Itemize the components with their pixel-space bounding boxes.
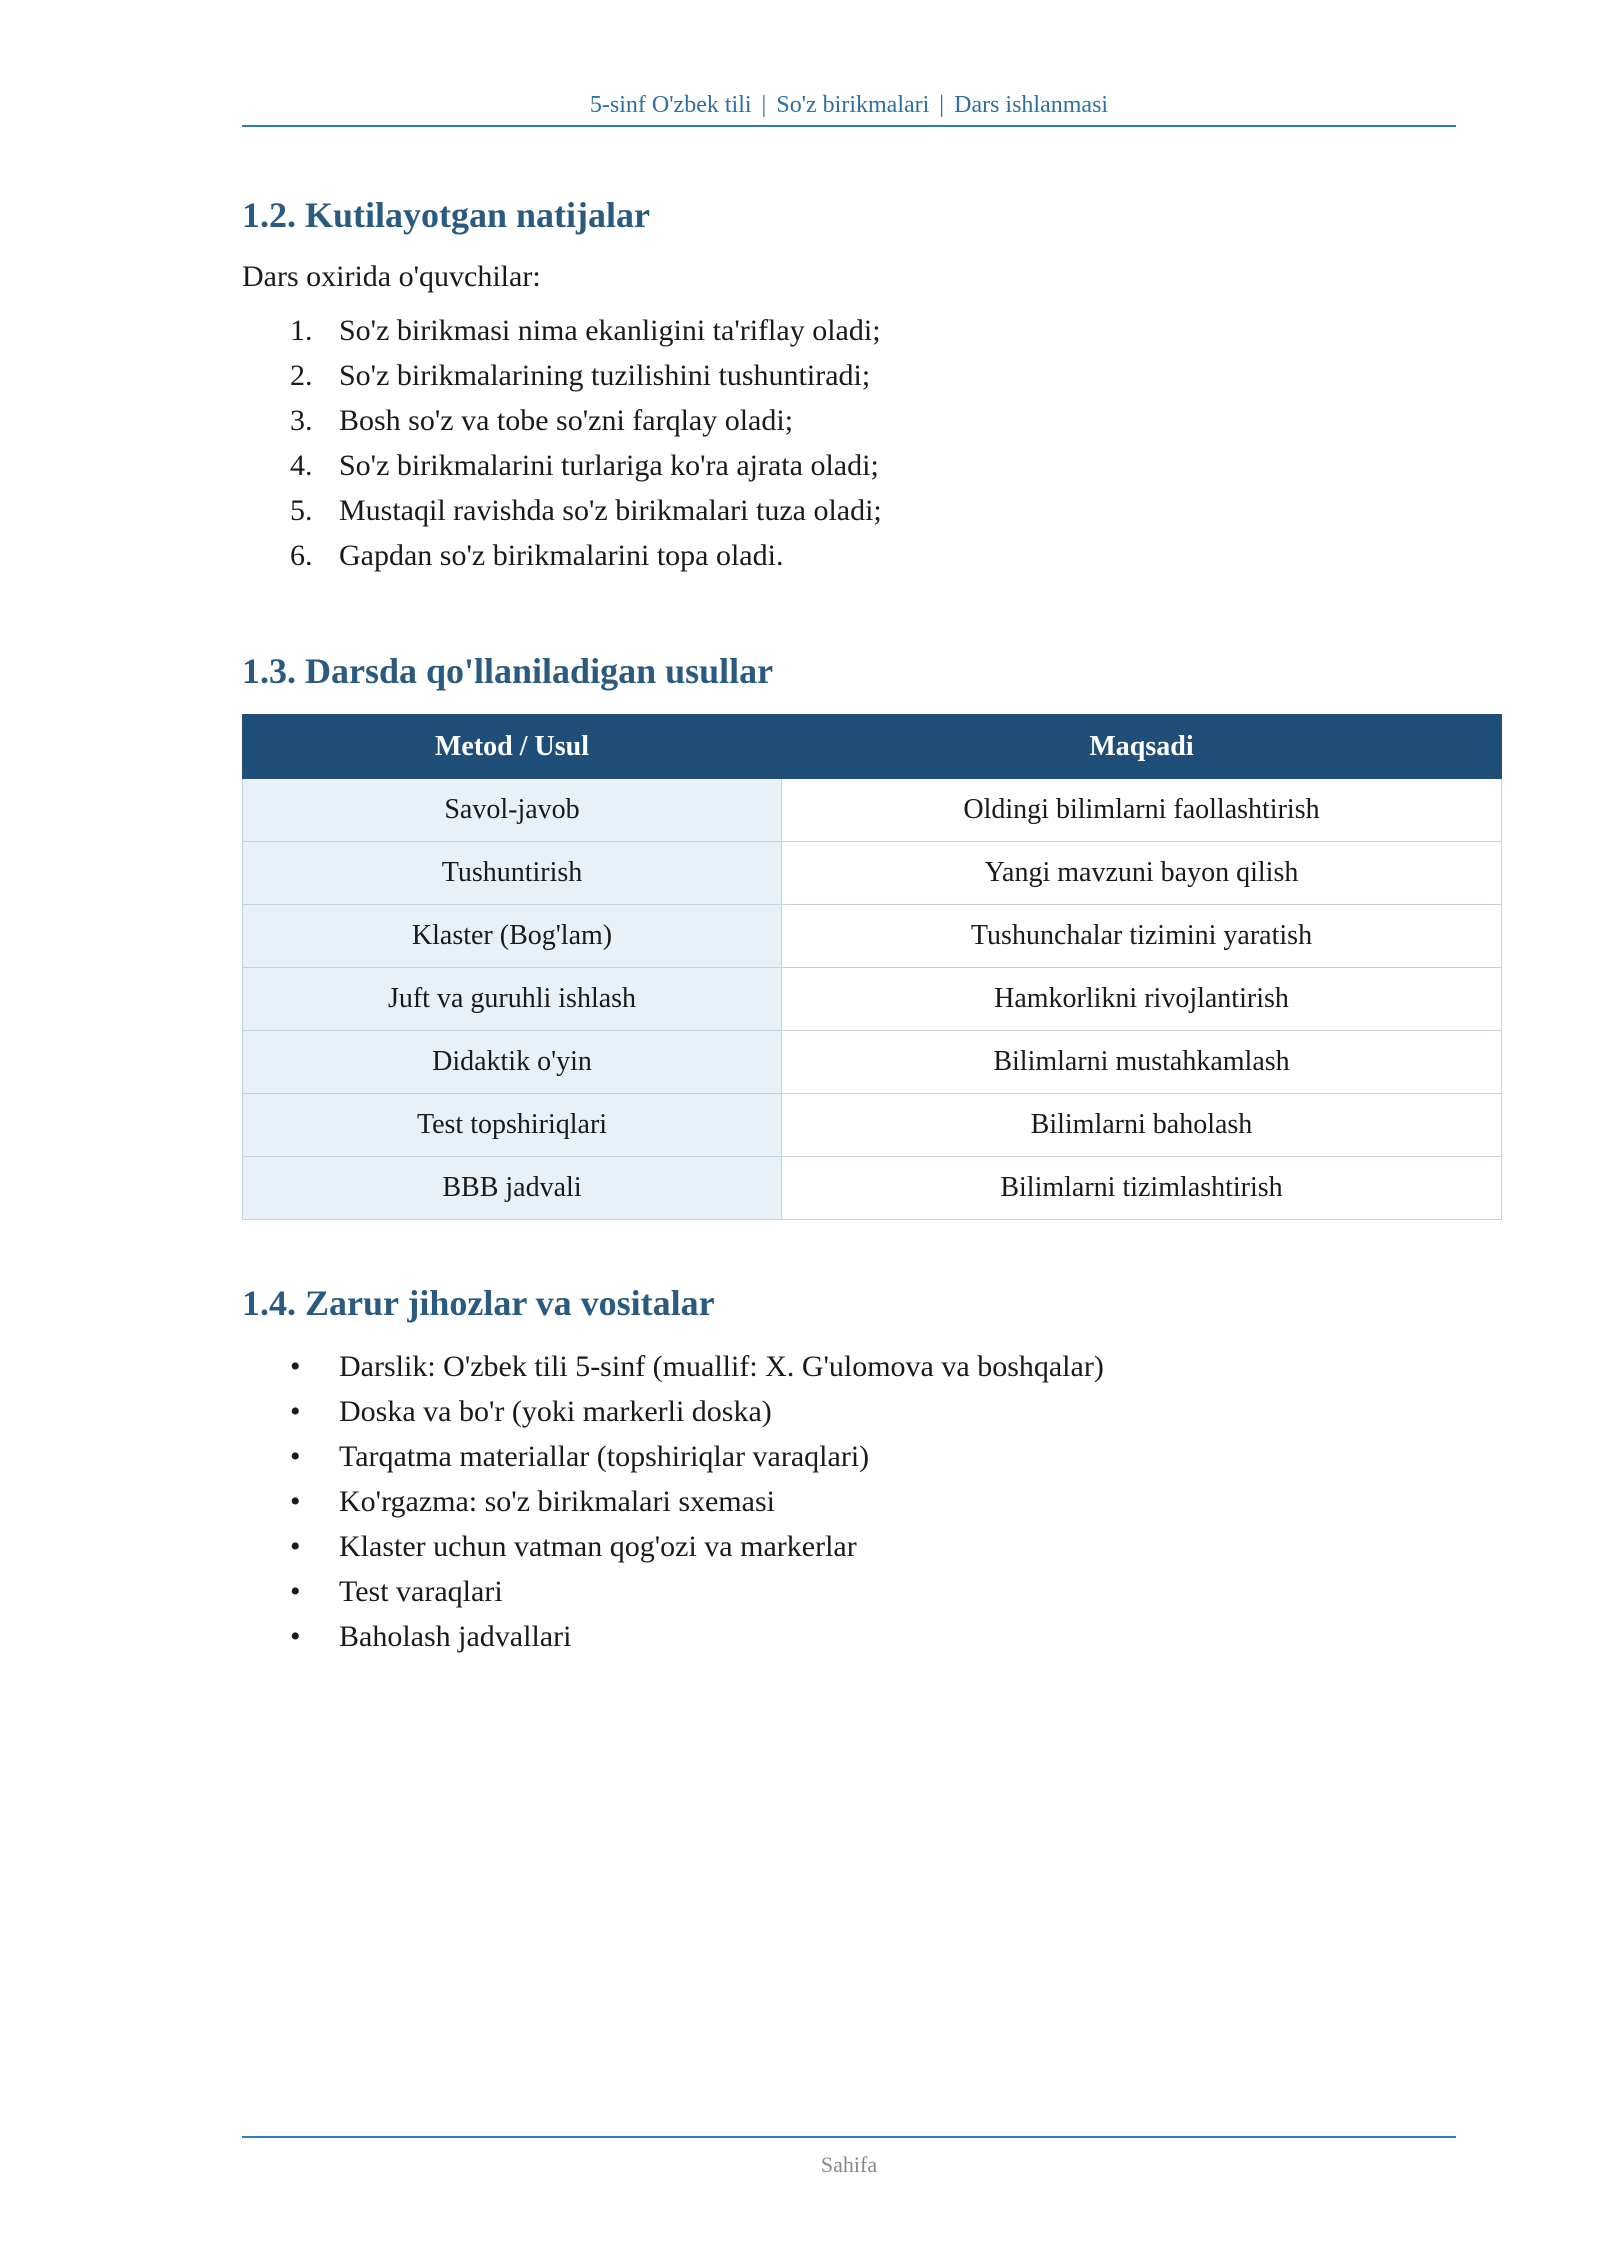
page-footer [242,2136,1456,2178]
list-item-text: Bosh so'z va tobe so'zni farqlay oladi; [339,404,794,437]
purpose-cell: Bilimlarni mustahkamlash [782,1031,1502,1094]
method-cell: Didaktik o'yin [243,1031,782,1094]
section-heading-outcomes: 1.2. Kutilayotgan natijalar [242,195,651,235]
footer-page-label: Sahifa [820,2152,878,2177]
list-item-text: So'z birikmalarining tuzilishini tushuntiradi; [339,359,871,392]
page-header [242,92,1456,127]
list-item-number: 3. [290,404,313,437]
list-item [242,533,882,578]
header-subject: 5-sinf O'zbek tili [589,92,752,118]
list-item [242,1434,1104,1479]
list-item [242,308,882,353]
outcomes-list [242,308,882,578]
list-item [242,1569,1104,1614]
section-heading-methods: 1.3. Darsda qo'llaniladigan usullar [242,651,774,691]
table-row [243,968,1502,1031]
purpose-cell: Hamkorlikni rivojlantirish [782,968,1502,1031]
bullet-icon: • [290,1350,301,1383]
list-item [242,443,882,488]
list-item-text: Mustaqil ravishda so'z birikmalari tuza oladi; [339,494,882,527]
table-row [243,905,1502,968]
list-item-number: 5. [290,494,313,527]
purpose-cell: Oldingi bilimlarni faollashtirish [782,779,1502,842]
purpose-cell: Yangi mavzuni bayon qilish [782,842,1502,905]
list-item-text: So'z birikmasi nima ekanligini ta'riflay oladi; [339,314,881,347]
header-separator: | [761,92,767,118]
bullet-icon: • [290,1575,301,1608]
header-doc-type: Dars ishlanmasi [954,92,1109,118]
method-cell: Savol-javob [243,779,782,842]
methods-table [242,714,1502,1220]
method-cell: Tushuntirish [243,842,782,905]
list-item-number: 6. [290,539,313,572]
header-separator: | [939,92,945,118]
bullet-icon: • [290,1440,301,1473]
list-item-number: 1. [290,314,313,347]
header-topic: So'z birikmalari [776,92,930,118]
purpose-cell: Bilimlarni baholash [782,1094,1502,1157]
method-cell: Test topshiriqlari [243,1094,782,1157]
list-item-text: Gapdan so'z birikmalarini topa oladi. [339,539,784,572]
bullet-icon: • [290,1620,301,1653]
purpose-cell: Bilimlarni tizimlashtirish [782,1157,1502,1220]
list-item-text: So'z birikmalarini turlariga ko'ra ajrata oladi; [339,449,879,482]
table-row [243,1157,1502,1220]
list-item [242,353,882,398]
table-row [243,1031,1502,1094]
list-item-text: Tarqatma materiallar (topshiriqlar varaqlari) [339,1440,870,1473]
table-row [243,1094,1502,1157]
column-header-method: Metod / Usul [243,715,782,779]
list-item [242,1389,1104,1434]
bullet-icon: • [290,1395,301,1428]
table-header-row [243,715,1502,779]
list-item-number: 2. [290,359,313,392]
list-item-text: Baholash jadvallari [339,1620,572,1653]
list-item [242,1479,1104,1524]
method-cell: Juft va guruhli ishlash [243,968,782,1031]
table-row [243,779,1502,842]
list-item-number: 4. [290,449,313,482]
list-item [242,488,882,533]
method-cell: Klaster (Bog'lam) [243,905,782,968]
outcomes-intro: Dars oxirida o'quvchilar: [242,260,541,293]
purpose-cell: Tushunchalar tizimini yaratish [782,905,1502,968]
list-item-text: Ko'rgazma: so'z birikmalari sxemasi [339,1485,775,1518]
list-item [242,1524,1104,1569]
method-cell: BBB jadvali [243,1157,782,1220]
list-item [242,1344,1104,1389]
list-item-text: Doska va bo'r (yoki markerli doska) [339,1395,772,1428]
table-row [243,842,1502,905]
tools-list [242,1344,1104,1659]
list-item-text: Darslik: O'zbek tili 5-sinf (muallif: X. G'ulomova va boshqalar) [339,1350,1104,1383]
list-item-text: Klaster uchun vatman qog'ozi va markerlar [339,1530,857,1563]
list-item-text: Test varaqlari [339,1575,503,1608]
list-item [242,398,882,443]
bullet-icon: • [290,1530,301,1563]
bullet-icon: • [290,1485,301,1518]
list-item [242,1614,1104,1659]
column-header-purpose: Maqsadi [782,715,1502,779]
section-heading-tools: 1.4. Zarur jihozlar va vositalar [242,1283,715,1323]
